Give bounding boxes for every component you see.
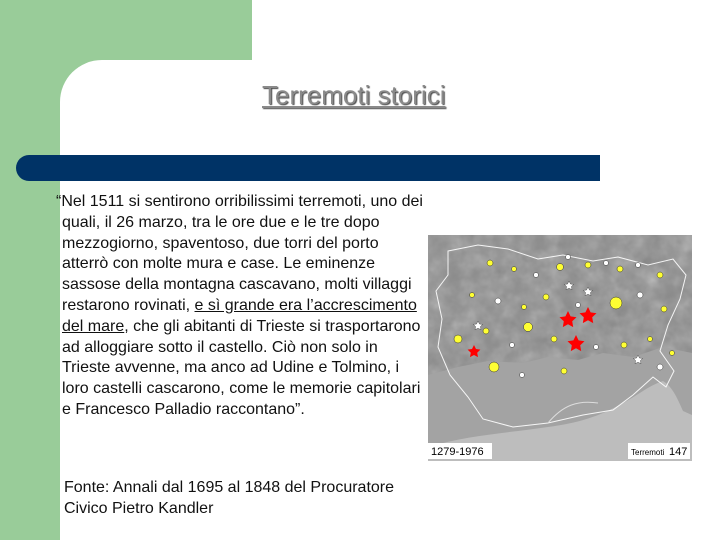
event-marker xyxy=(543,294,549,300)
event-marker xyxy=(594,345,599,350)
event-marker xyxy=(670,351,675,356)
source-citation: Fonte: Annali dal 1695 al 1848 del Procuratore Civico Pietro Kandler xyxy=(64,479,395,517)
earthquake-map-graphic xyxy=(428,235,692,461)
event-marker xyxy=(551,336,557,342)
header-divider-bar xyxy=(16,155,600,181)
earthquake-map xyxy=(428,235,692,461)
event-marker xyxy=(489,362,499,372)
quote-text-start: “Nel 1511 si sentirono orribilissimi terremoti, uno dei quali, il 26 marzo, tra le ore due e le tre dopo mezzogiorno, spaventoso, due torri del porto atterrò con molte mura e case. Le eminenze sassose della montagna cascavano, molti villaggi restarono rovinati, xyxy=(56,193,423,314)
event-marker xyxy=(585,262,591,268)
event-marker xyxy=(661,306,667,312)
event-marker xyxy=(524,323,533,332)
events-label: Terremoti xyxy=(631,448,665,457)
event-marker xyxy=(657,272,663,278)
event-marker xyxy=(561,368,567,374)
event-marker xyxy=(604,261,609,266)
event-marker xyxy=(566,255,571,260)
event-marker xyxy=(510,343,515,348)
event-marker xyxy=(576,303,581,308)
event-marker xyxy=(487,260,493,266)
event-marker xyxy=(557,264,564,271)
event-marker xyxy=(648,337,653,342)
event-marker xyxy=(617,266,623,272)
event-marker xyxy=(621,342,627,348)
event-marker xyxy=(512,267,517,272)
quote-text-underlined: e sì grande era l’accrescimento del mare xyxy=(62,296,417,335)
events-count: 147 xyxy=(669,446,688,458)
quote-text-end: , che gli abitanti di Trieste si trasportarono ad alloggiare sotto il castello. Ciò non solo in Trieste avvenne, ma anco ad Udine e Tolmino, i loro castelli cascarono, come le memorie capitolari e Francesco Palladio raccontano”. xyxy=(62,317,421,418)
years-label: 1279-1976 xyxy=(431,446,484,458)
event-marker xyxy=(637,292,643,298)
event-marker xyxy=(657,364,663,370)
event-marker xyxy=(495,298,501,304)
event-marker xyxy=(534,273,539,278)
event-marker xyxy=(522,305,527,310)
event-marker xyxy=(470,293,475,298)
event-marker xyxy=(454,335,462,343)
page-title: Terremoti storici xyxy=(262,80,446,110)
event-marker xyxy=(636,263,641,268)
event-marker-large xyxy=(610,297,622,309)
event-marker xyxy=(483,328,489,334)
historical-quote xyxy=(56,192,424,421)
event-marker xyxy=(520,373,525,378)
